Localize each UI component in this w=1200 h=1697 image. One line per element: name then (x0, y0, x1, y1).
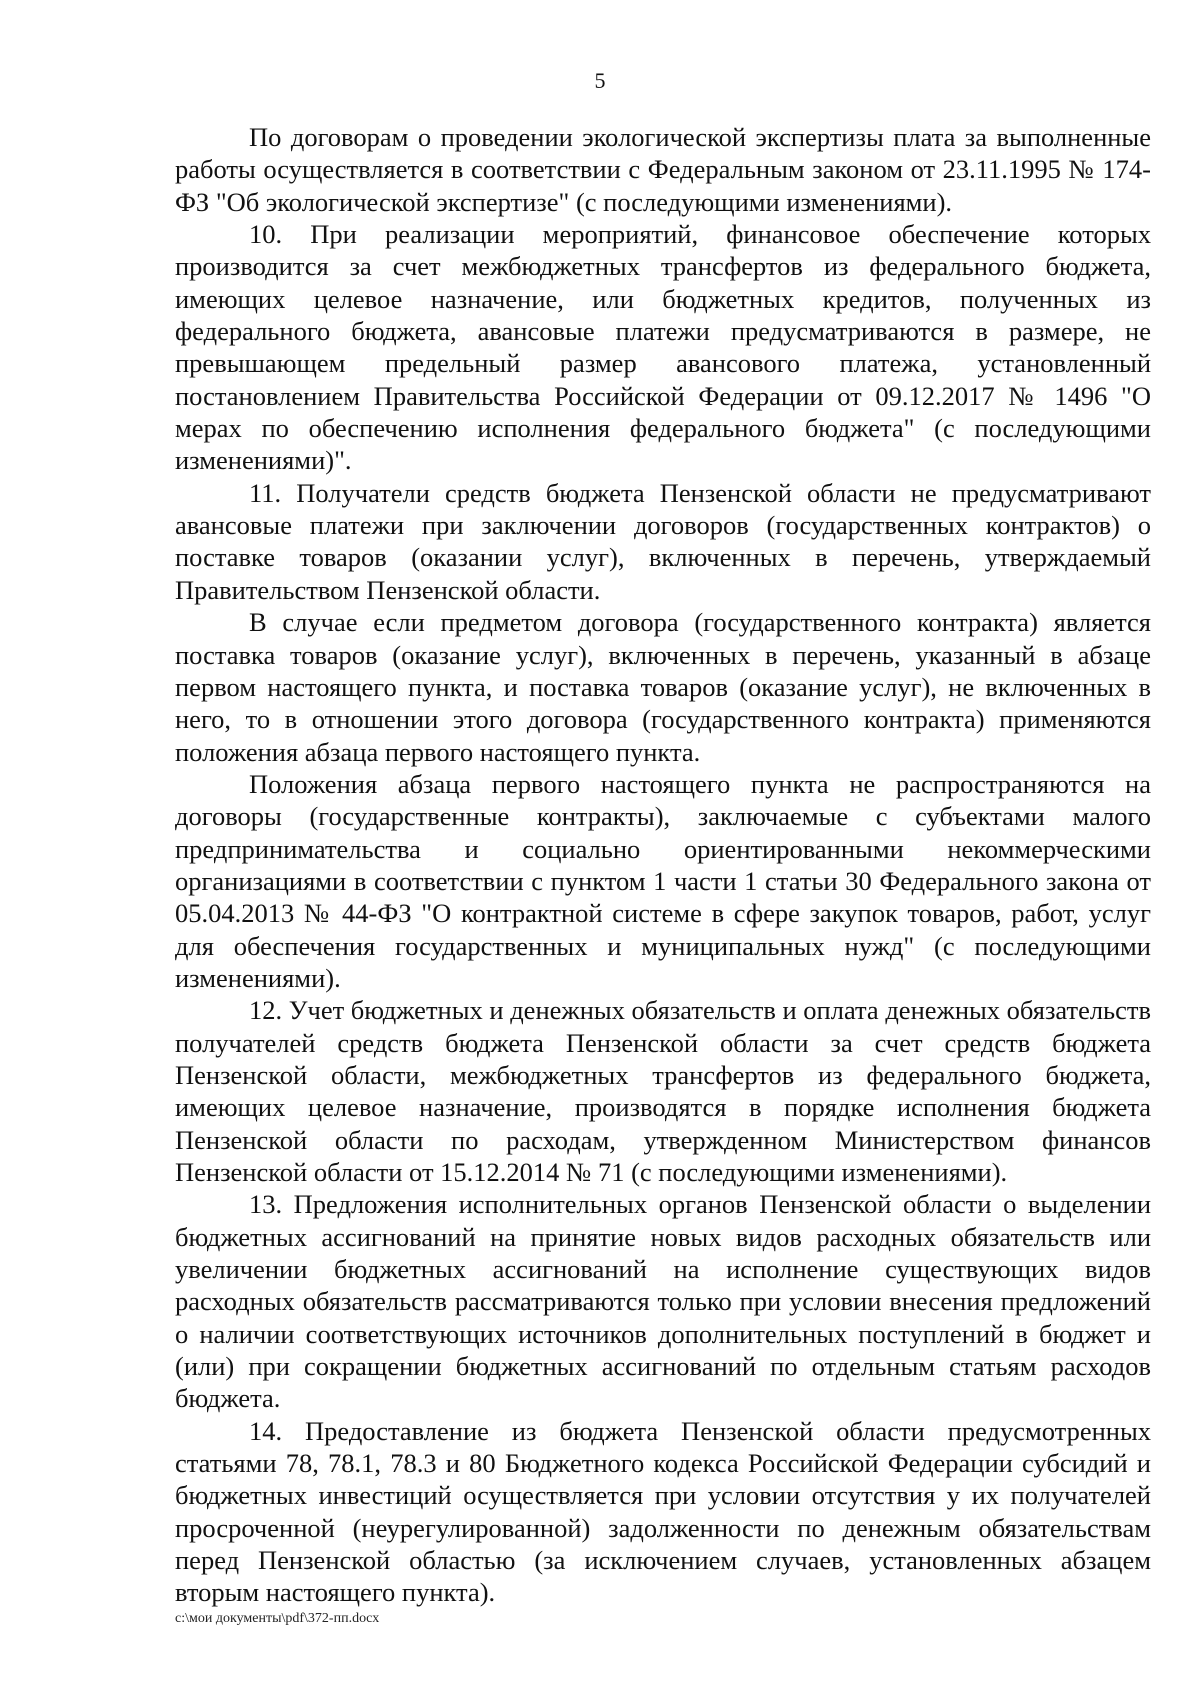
page-number: 5 (594, 68, 606, 93)
paragraph-item-11-exception: Положения абзаца первого настоящего пункта не распространяются на договоры (государственные контракты), заключаемые с субъектами малого предпринимательства и социально ориентированными некоммерческими организациями в соответствии с пунктом 1 части 1 статьи 30 Федерального закона от 05.04.2013 № 44-ФЗ "О контрактной системе в сфере закупок товаров, работ, услуг для обеспечения государственных и муниципальных нужд" (с последующими изменениями). (175, 768, 1151, 993)
document-body (175, 121, 1151, 1609)
paragraph-item-14: 14. Предоставление из бюджета Пензенской области предусмотренных статьями 78, 78.1, 78.3 и 80 Бюджетного кодекса Российской Федерации субсидий и бюджетных инвестиций осуществляется при условии отсутствия у их получателей просроченной (неурегулированной) задолженности по денежным обязательствам перед Пензенской областью (за исключением случаев, установленных абзацем вторым настоящего пункта). (175, 1415, 1151, 1608)
paragraph-item-11: 11. Получатели средств бюджета Пензенской области не предусматривают авансовые платежи при заключении договоров (государственных контрактов) о поставке товаров (оказании услуг), включенных в перечень, утверждаемый Правительством Пензенской области. (175, 477, 1151, 605)
paragraph-item-10: 10. При реализации мероприятий, финансовое обеспечение которых производится за счет межбюджетных трансфертов из федерального бюджета, имеющих целевое назначение, или бюджетных кредитов, полученных из федерального бюджета, авансовые платежи предусматриваются в размере, не превышающем предельный размер авансового платежа, установленный постановлением Правительства Российской Федерации от 09.12.2017 № 1496 "О мерах по обеспечению исполнения федерального бюджета" (с последующими изменениями)". (175, 219, 1151, 476)
paragraph-item-12: 12. Учет бюджетных и денежных обязательств и оплата денежных обязательств получателей средств бюджета Пензенской области за счет средств бюджета Пензенской области, межбюджетных трансфертов из федерального бюджета, имеющих целевое назначение, производятся в порядке исполнения бюджета Пензенской области по расходам, утвержденном Министерством финансов Пензенской области от 15.12.2014 № 71 (с последующими изменениями). (175, 995, 1151, 1187)
paragraph-item-13: 13. Предложения исполнительных органов Пензенской области о выделении бюджетных ассигнований на принятие новых видов расходных обязательств или увеличении бюджетных ассигнований на исполнение существующих видов расходных обязательств рассматриваются только при условии внесения предложений о наличии соответствующих источников дополнительных поступлений в бюджет и (или) при сокращении бюджетных ассигнований по отдельным статьям расходов бюджета. (175, 1189, 1151, 1414)
paragraph-item-11-case: В случае если предметом договора (государственного контракта) является поставка товаров (оказание услуг), включенных в перечень, указанный в абзаце первом настоящего пункта, и поставка товаров (оказание услуг), не включенных в него, то в отношении этого договора (государственного контракта) применяются положения абзаца первого настоящего пункта. (175, 607, 1151, 767)
paragraph-ecological-expertise: По договорам о проведении экологической экспертизы плата за выполненные работы осуществляется в соответствии с Федеральным законом от 23.11.1995 № 174-ФЗ "Об экологической экспертизе" (с последующими изменениями). (175, 122, 1151, 217)
footer-file-path: c:\мои документы\pdf\372-пп.docx (175, 1611, 380, 1626)
